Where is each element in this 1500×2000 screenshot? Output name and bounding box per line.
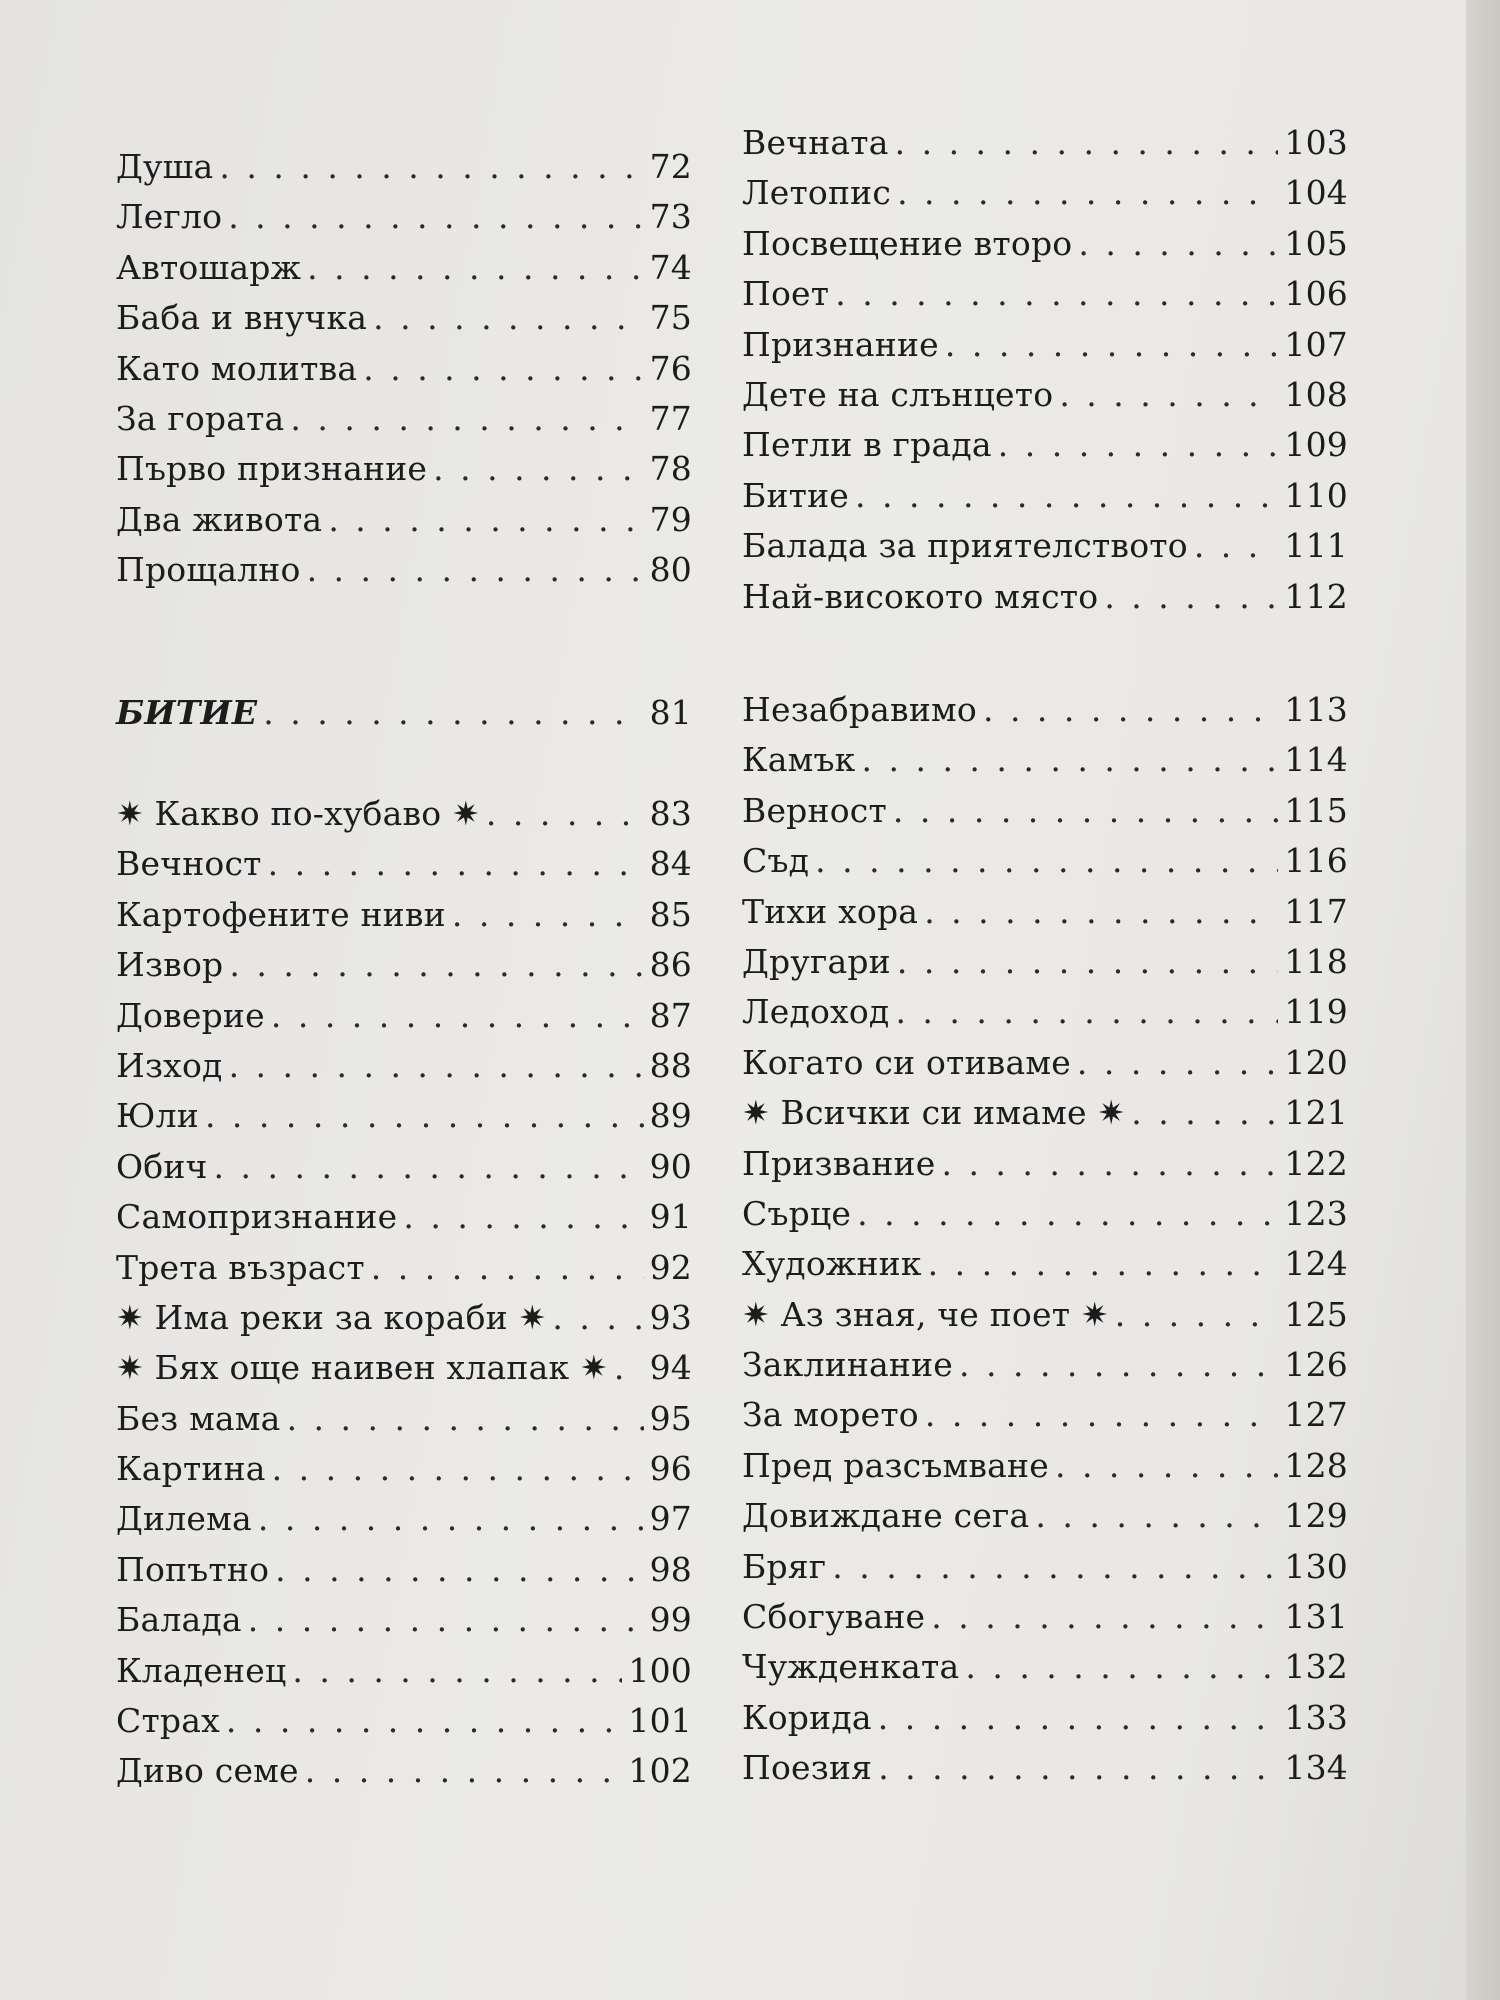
dot-leader <box>433 444 643 494</box>
toc-entry[interactable] <box>742 1038 1348 1088</box>
toc-entry[interactable] <box>742 320 1348 370</box>
toc-entry[interactable] <box>742 1290 1348 1340</box>
entry-title: Посвещение второ <box>742 223 1073 263</box>
entry-title: За морето <box>742 1395 919 1435</box>
entry-page-number: 122 <box>1284 1143 1348 1183</box>
dot-leader <box>275 1545 643 1595</box>
toc-entry[interactable] <box>742 1139 1348 1189</box>
toc-entry[interactable] <box>116 789 692 839</box>
toc-entry[interactable] <box>742 937 1348 987</box>
toc-entry[interactable] <box>116 1192 692 1242</box>
toc-entry[interactable] <box>742 786 1348 836</box>
entry-title: Попътно <box>116 1549 270 1589</box>
toc-entry[interactable] <box>116 243 692 293</box>
entry-title: Другари <box>742 941 891 981</box>
entry-title: Извор <box>116 945 224 985</box>
dot-leader <box>832 1542 1278 1592</box>
toc-entry[interactable] <box>116 1343 692 1393</box>
entry-title: Балада <box>116 1600 242 1640</box>
dot-leader <box>268 839 644 889</box>
section-page-number: 81 <box>649 693 692 732</box>
toc-group <box>116 789 692 1797</box>
dot-leader <box>263 688 643 738</box>
dot-leader <box>1131 1088 1278 1138</box>
entry-page-number: 106 <box>1284 274 1348 314</box>
entry-page-number: 79 <box>649 499 692 539</box>
dot-leader <box>228 192 643 242</box>
toc-entry[interactable] <box>742 1390 1348 1440</box>
entry-title: Без мама <box>116 1398 281 1438</box>
toc-entry[interactable] <box>116 192 692 242</box>
entry-page-number: 72 <box>649 147 692 186</box>
entry-page-number: 115 <box>1284 790 1348 830</box>
dot-leader <box>965 1642 1278 1692</box>
entry-page-number: 74 <box>649 247 692 287</box>
toc-entry[interactable] <box>742 1239 1348 1289</box>
entry-page-number: 133 <box>1284 1697 1348 1737</box>
toc-entry[interactable] <box>742 1592 1348 1642</box>
toc-entry[interactable] <box>116 344 692 394</box>
entry-page-number: 97 <box>649 1499 692 1539</box>
entry-title: Пред разсъмване <box>742 1445 1049 1485</box>
entry-page-number: 80 <box>649 550 692 590</box>
entry-title: ✷ Какво по-хубаво ✷ <box>116 794 480 833</box>
entry-title: Кладенец <box>116 1650 287 1690</box>
dot-leader <box>983 685 1278 735</box>
dot-leader <box>287 1394 644 1444</box>
entry-page-number: 90 <box>649 1146 692 1186</box>
entry-title: Балада за приятелството <box>742 526 1188 566</box>
entry-title: Летопис <box>742 173 892 213</box>
entry-page-number: 117 <box>1284 891 1348 931</box>
entry-title: Художник <box>742 1244 922 1284</box>
toc-entry[interactable] <box>116 1696 692 1746</box>
entry-title: Петли в града <box>742 425 992 465</box>
entry-page-number: 132 <box>1284 1647 1348 1687</box>
entry-page-number: 103 <box>1284 123 1348 162</box>
toc-entry[interactable] <box>116 1444 692 1494</box>
entry-page-number: 77 <box>649 398 692 438</box>
entry-title: Изход <box>116 1045 223 1085</box>
entry-title: Съд <box>742 841 810 881</box>
toc-entry[interactable] <box>742 1491 1348 1541</box>
dot-leader <box>614 1343 644 1393</box>
toc-entry[interactable] <box>742 685 1348 735</box>
entry-page-number: 128 <box>1284 1445 1348 1485</box>
entry-title: Диво семе <box>116 1751 299 1791</box>
entry-title: Верност <box>742 790 887 830</box>
entry-page-number: 104 <box>1284 173 1348 213</box>
dot-leader <box>271 991 644 1041</box>
entry-page-number: 119 <box>1284 992 1348 1032</box>
entry-title: Най-високото място <box>742 576 1099 616</box>
dot-leader <box>893 786 1279 836</box>
entry-page-number: 92 <box>649 1247 692 1287</box>
entry-page-number: 109 <box>1284 425 1348 465</box>
entry-title: Юли <box>116 1096 199 1136</box>
toc-entry[interactable] <box>116 293 692 343</box>
dot-leader <box>895 118 1279 168</box>
toc-entry[interactable] <box>742 521 1348 571</box>
dot-leader <box>897 168 1278 218</box>
entry-page-number: 83 <box>649 794 692 833</box>
entry-page-number: 96 <box>649 1449 692 1489</box>
entry-page-number: 108 <box>1284 374 1348 414</box>
entry-page-number: 129 <box>1284 1496 1348 1536</box>
entry-title: Тихи хора <box>742 891 919 931</box>
entry-title: ✷ Всички си имаме ✷ <box>742 1093 1126 1133</box>
toc-entry[interactable] <box>116 1142 692 1192</box>
toc-entry[interactable] <box>116 1293 692 1343</box>
entry-page-number: 131 <box>1284 1597 1348 1637</box>
toc-entry[interactable] <box>116 394 692 444</box>
dot-leader <box>219 142 643 192</box>
dot-leader <box>272 1444 644 1494</box>
entry-title: Довиждане сега <box>742 1496 1030 1536</box>
entry-page-number: 113 <box>1284 690 1348 729</box>
toc-entry[interactable] <box>742 1642 1348 1692</box>
dot-leader <box>248 1595 644 1645</box>
dot-leader <box>205 1091 644 1141</box>
dot-leader <box>373 293 643 343</box>
entry-page-number: 105 <box>1284 223 1348 263</box>
dot-leader <box>229 940 643 990</box>
dot-leader <box>292 1646 622 1696</box>
entry-page-number: 88 <box>649 1045 692 1085</box>
entry-page-number: 123 <box>1284 1193 1348 1233</box>
toc-entry[interactable] <box>116 495 692 545</box>
entry-title: Баба и внучка <box>116 298 368 338</box>
entry-title: Признание <box>742 324 939 364</box>
entry-title: Автошарж <box>116 247 302 287</box>
toc-entry[interactable] <box>116 991 692 1041</box>
dot-leader <box>1115 1290 1279 1340</box>
entry-title: Обич <box>116 1146 208 1186</box>
dot-leader <box>328 495 643 545</box>
toc-entry[interactable] <box>742 1340 1348 1390</box>
entry-page-number: 99 <box>649 1600 692 1640</box>
entry-title: ✷ Бях още наивен хлапак ✷ <box>116 1348 608 1388</box>
entry-title: Два живота <box>116 499 323 539</box>
dot-leader <box>941 1139 1278 1189</box>
entry-page-number: 75 <box>649 298 692 338</box>
dot-leader <box>1055 1441 1278 1491</box>
dot-leader <box>897 937 1279 987</box>
dot-leader <box>928 1239 1279 1289</box>
toc-entry[interactable] <box>116 142 692 192</box>
entry-page-number: 130 <box>1284 1546 1348 1586</box>
dot-leader <box>1059 370 1278 420</box>
dot-leader <box>305 1746 623 1796</box>
toc-entry[interactable] <box>742 1088 1348 1138</box>
entry-page-number: 86 <box>649 945 692 985</box>
page-edge <box>1466 0 1500 2000</box>
toc-entry[interactable] <box>742 471 1348 521</box>
toc-entry[interactable] <box>116 1494 692 1544</box>
entry-page-number: 84 <box>649 844 692 884</box>
toc-section-heading[interactable] <box>116 688 692 738</box>
dot-leader <box>258 1494 644 1544</box>
entry-title: Когато си отиваме <box>742 1042 1071 1082</box>
dot-leader <box>214 1142 644 1192</box>
toc-entry[interactable] <box>116 1041 692 1091</box>
dot-leader <box>924 887 1278 937</box>
entry-title: Душа <box>116 147 214 186</box>
entry-page-number: 93 <box>649 1297 692 1337</box>
entry-title: За гората <box>116 398 285 438</box>
dot-leader <box>895 987 1278 1037</box>
toc-group <box>742 685 1348 1794</box>
entry-title: Корида <box>742 1697 872 1737</box>
toc-entry[interactable] <box>742 836 1348 886</box>
entry-title: Като молитва <box>116 348 358 388</box>
entry-page-number: 126 <box>1284 1345 1348 1385</box>
toc-entry[interactable] <box>116 444 692 494</box>
toc-entry[interactable] <box>742 118 1348 168</box>
dot-leader <box>998 420 1279 470</box>
entry-page-number: 110 <box>1284 475 1348 515</box>
toc-entry[interactable] <box>116 890 692 940</box>
entry-title: Легло <box>116 197 223 237</box>
dot-leader <box>1035 1491 1278 1541</box>
toc-entry[interactable] <box>742 1542 1348 1592</box>
entry-page-number: 85 <box>649 894 692 934</box>
entry-title: Чужденката <box>742 1647 960 1687</box>
entry-title: Картина <box>116 1449 266 1489</box>
entry-page-number: 124 <box>1284 1244 1348 1284</box>
entry-page-number: 73 <box>649 197 692 237</box>
toc-entry[interactable] <box>742 987 1348 1037</box>
dot-leader <box>945 320 1279 370</box>
dot-leader <box>363 344 643 394</box>
toc-entry[interactable] <box>116 839 692 889</box>
section-title: БИТИЕ <box>116 693 258 732</box>
dot-leader <box>1078 219 1278 269</box>
toc-section-group <box>116 688 692 738</box>
dot-leader <box>552 1293 643 1343</box>
entry-title: Дете на слънцето <box>742 374 1054 414</box>
dot-leader <box>307 545 644 595</box>
toc-entry[interactable] <box>742 219 1348 269</box>
entry-title: Битие <box>742 475 850 515</box>
entry-page-number: 87 <box>649 995 692 1035</box>
toc-entry[interactable] <box>116 1091 692 1141</box>
dot-leader <box>1194 521 1279 571</box>
entry-title: Самопризнание <box>116 1197 398 1237</box>
toc-entry[interactable] <box>742 1693 1348 1743</box>
entry-page-number: 111 <box>1284 526 1348 566</box>
entry-page-number: 98 <box>649 1549 692 1589</box>
entry-title: Бряг <box>742 1546 827 1586</box>
entry-page-number: 116 <box>1284 841 1348 881</box>
dot-leader <box>931 1592 1278 1642</box>
entry-page-number: 91 <box>649 1197 692 1237</box>
entry-title: Доверие <box>116 995 265 1035</box>
entry-page-number: 118 <box>1284 941 1348 981</box>
dot-leader <box>857 1189 1278 1239</box>
toc-entry[interactable] <box>116 1746 692 1796</box>
dot-leader <box>925 1390 1279 1440</box>
entry-page-number: 112 <box>1284 576 1348 616</box>
entry-title: Камък <box>742 740 856 780</box>
dot-leader <box>878 1743 1278 1793</box>
dot-leader <box>229 1041 644 1091</box>
toc-entry[interactable] <box>742 420 1348 470</box>
entry-page-number: 94 <box>649 1348 692 1388</box>
toc-entry[interactable] <box>116 1595 692 1645</box>
entry-page-number: 101 <box>628 1701 692 1741</box>
dot-leader <box>855 471 1278 521</box>
dot-leader <box>862 735 1279 785</box>
toc-entry[interactable] <box>742 1743 1348 1793</box>
toc-entry[interactable] <box>116 1394 692 1444</box>
entry-title: Първо признание <box>116 449 428 489</box>
dot-leader <box>959 1340 1278 1390</box>
entry-title: ✷ Аз зная, че поет ✷ <box>742 1294 1109 1334</box>
toc-entry[interactable] <box>116 940 692 990</box>
dot-leader <box>307 243 643 293</box>
toc-entry[interactable] <box>116 1646 692 1696</box>
entry-title: Заклинание <box>742 1345 954 1385</box>
entry-title: Страх <box>116 1701 220 1741</box>
entry-page-number: 89 <box>649 1096 692 1136</box>
entry-title: Дилема <box>116 1499 252 1539</box>
entry-title: ✷ Има реки за кораби ✷ <box>116 1297 547 1337</box>
entry-page-number: 114 <box>1284 740 1348 780</box>
entry-page-number: 121 <box>1284 1093 1348 1133</box>
dot-leader <box>226 1696 622 1746</box>
entry-page-number: 100 <box>628 1650 692 1690</box>
toc-entry[interactable] <box>742 269 1348 319</box>
entry-title: Поезия <box>742 1748 873 1788</box>
entry-title: Прощално <box>116 550 301 590</box>
toc-entry[interactable] <box>116 1545 692 1595</box>
entry-page-number: 102 <box>628 1751 692 1791</box>
toc-entry[interactable] <box>742 370 1348 420</box>
toc-group <box>742 118 1348 622</box>
entry-title: Картофените ниви <box>116 894 446 934</box>
entry-title: Ледоход <box>742 992 890 1032</box>
toc-entry[interactable] <box>742 1441 1348 1491</box>
toc-entry[interactable] <box>116 1243 692 1293</box>
dot-leader <box>452 890 644 940</box>
toc-entry[interactable] <box>742 735 1348 785</box>
entry-page-number: 76 <box>649 348 692 388</box>
entry-title: Вечност <box>116 844 262 884</box>
toc-entry[interactable] <box>742 887 1348 937</box>
dot-leader <box>1077 1038 1278 1088</box>
dot-leader <box>486 789 644 839</box>
entry-title: Призвание <box>742 1143 936 1183</box>
dot-leader <box>1104 572 1278 622</box>
entry-title: Поет <box>742 274 830 314</box>
dot-leader <box>371 1243 644 1293</box>
dot-leader <box>290 394 643 444</box>
dot-leader <box>815 836 1278 886</box>
entry-page-number: 127 <box>1284 1395 1348 1435</box>
entry-page-number: 134 <box>1284 1748 1348 1788</box>
dot-leader <box>835 269 1278 319</box>
entry-title: Сърце <box>742 1193 852 1233</box>
toc-entry[interactable] <box>742 168 1348 218</box>
dot-leader <box>878 1693 1279 1743</box>
entry-title: Незабравимо <box>742 690 977 729</box>
dot-leader <box>403 1192 643 1242</box>
entry-page-number: 120 <box>1284 1042 1348 1082</box>
entry-page-number: 78 <box>649 449 692 489</box>
toc-entry[interactable] <box>742 1189 1348 1239</box>
entry-page-number: 125 <box>1284 1294 1348 1334</box>
entry-title: Вечната <box>742 123 889 162</box>
entry-page-number: 95 <box>649 1398 692 1438</box>
entry-page-number: 107 <box>1284 324 1348 364</box>
toc-group <box>116 142 692 596</box>
toc-entry[interactable] <box>742 572 1348 622</box>
entry-title: Сбогуване <box>742 1597 926 1637</box>
entry-title: Трета възраст <box>116 1247 365 1287</box>
toc-entry[interactable] <box>116 545 692 595</box>
